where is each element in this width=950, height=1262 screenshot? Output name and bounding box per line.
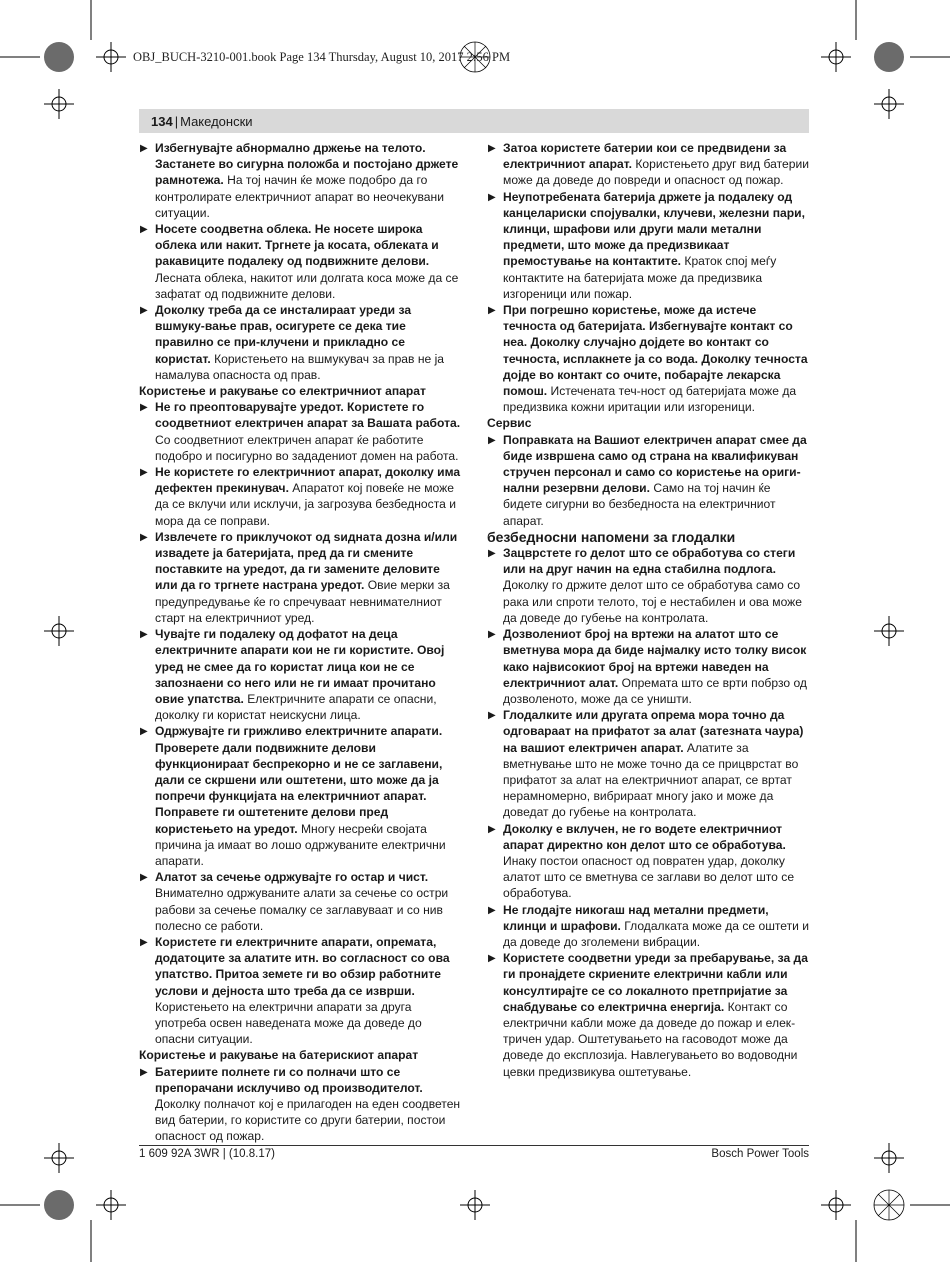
safety-instruction-item	[487, 140, 810, 189]
bullet-triangle-icon: ▶	[140, 467, 148, 479]
instruction-emphasis: Чувајте ги подалеку од дофатот на деца електричните апарати кои не ги користите. Овој уред не смее да го користат лица кои не се запознаени со него или не ги имаат прочитано овие упатства.	[155, 627, 445, 706]
instruction-emphasis: Зацврстете го делот што се обработува со стеги или на друг начин на една стабилна подлога.	[503, 546, 796, 577]
instruction-emphasis: Батериите полнете ги со полначи што се препорачани исклучиво од производителот.	[155, 1064, 423, 1095]
footer-rule	[139, 1145, 809, 1146]
bullet-triangle-icon: ▶	[140, 936, 148, 948]
instruction-explanation: Многу несреќи својата причина ја имаат во лошо одржуваните електрични апарати.	[155, 821, 446, 868]
instruction-explanation: Лесната облека, накитот или долгата коса може да се зафатат од подвижните делови.	[155, 270, 459, 301]
safety-instruction-item	[139, 934, 462, 1047]
instruction-explanation: Овие мерки за предупредување ќе го спречуваат невнимателниот старт на електричниот уред.	[155, 578, 450, 625]
instruction-explanation: Внимателно одржуваните алати за сечење со остри рабови за сечење помалку се заглавуваат и со нив полесно се работи.	[155, 886, 449, 933]
instruction-explanation: Користењето на вшмукувач за прав не ја намалува опасноста од прав.	[155, 351, 444, 382]
safety-instruction-item	[139, 140, 462, 221]
instruction-emphasis: Носете соодветна облека. Не носете широка облека или накит. Тргнете ја косата, облеката и ракавиците подалеку од подвижните делови.	[155, 222, 439, 269]
safety-instruction-item	[487, 902, 810, 951]
instruction-emphasis: Користете соодветни уреди за пребарување, за да ги пронајдете скриените електрични кабли или консултирајте се со локалното претпријатие за снабдување со електрична енергија.	[503, 951, 808, 1014]
instruction-explanation: Доколку полначот кој е прилагоден на еден соодветен вид батерии, го користите со други батерии, постои опасност од пожар.	[155, 1096, 461, 1144]
bullet-triangle-icon: ▶	[488, 191, 496, 203]
bullet-triangle-icon: ▶	[140, 1066, 148, 1078]
instruction-emphasis: Глодалките или другата опрема мора точно да одговараат на прифатот за алат (затезната чаура) на вашиот електричен апарат.	[503, 708, 804, 755]
bullet-triangle-icon: ▶	[140, 402, 148, 414]
instruction-explanation: Електричните апарати се опасни, доколку ги користат неискусни лица.	[155, 691, 437, 723]
left-column	[139, 140, 462, 1145]
instruction-explanation: Со соодветниот електричен апарат ќе работите подобро и посигурно во зададениот домен на работа.	[155, 432, 459, 463]
safety-instruction-item	[487, 189, 810, 302]
safety-instruction-item	[487, 302, 810, 415]
instruction-explanation: Глодалката може да се оштети и да доведе до зголемени вибрации.	[503, 918, 810, 949]
instruction-emphasis: При погрешно користење, може да истече течноста од батеријата. Избегнувајте контакт со неа. Доколку случајно дојдете во контакт со течноста, исплакнете ја со вода. Доколку течноста дојде во контакт со очите, побарајте лекарска помош.	[503, 303, 808, 399]
instruction-emphasis: Не користете го електричниот апарат, доколку има дефектен прекинувач.	[155, 465, 461, 496]
print-job-header: OBJ_BUCH-3210-001.book Page 134 Thursday, August 10, 2017 2:56 PM	[133, 50, 511, 64]
header-separator: |	[174, 113, 179, 129]
bullet-triangle-icon: ▶	[488, 904, 496, 916]
safety-instruction-item	[487, 545, 810, 626]
instruction-explanation: Апаратот кој повеќе не може да се вклучи или исклучи, ја загрозува безбедноста и мора да се поправи.	[155, 481, 456, 528]
bullet-triangle-icon: ▶	[488, 305, 496, 317]
bullet-triangle-icon: ▶	[140, 305, 148, 317]
page-header-bar	[139, 109, 809, 133]
bullet-triangle-icon: ▶	[140, 143, 148, 154]
safety-instruction-item	[487, 821, 810, 902]
instruction-explanation: Краток спој меѓу контактите на батеријата може да предизвика изгореници или пожар.	[503, 254, 777, 301]
instruction-emphasis: Доколку треба да се инсталираат уреди за вшмуку-вање прав, осигурете се дека тие правилно се при-клучени и прикладно се користат.	[155, 303, 412, 366]
section-heading: безбедносни напомени за глодалки	[487, 528, 736, 545]
instruction-explanation: Контакт со електрични кабли може да доведе до пожар и елек-тричен удар. Оштетувањето на гасоводот може да доведе до експлозија. Навлегувањето во водоводни цевки предизвикува оштетување.	[503, 999, 798, 1079]
subsection-heading: Користење и ракување на батерискиот апарат	[139, 1048, 419, 1063]
footer-brand: Bosch Power Tools	[711, 1148, 809, 1160]
instruction-explanation: Алатите за вметнување што не може точно да се прицврстат во прифатот за алат на електричниот апарат, се вртат нерамномерно, вибрираат многу јако и може да доведат до губење на контролата.	[503, 740, 799, 820]
safety-instruction-item	[139, 869, 462, 934]
instruction-explanation: Доколку го држите делот што се обработува само со рака или спроти телото, тој е нестабилен и ова може да доведе до губење на контролата.	[503, 578, 802, 625]
instruction-emphasis: Не го преоптоварувајте уредот. Користете го соодветниот електричен апарат за Вашата работа.	[155, 400, 461, 431]
instruction-emphasis: Извлечете го приклучокот од ѕидната дозна и/или извадете ја батеријата, пред да ги смените поставките на уредот, да ги замените деловите или да го тргнете настрана уредот.	[155, 529, 458, 593]
safety-instruction-item	[139, 399, 462, 464]
instruction-emphasis: Дозволениот број на вртежи на алатот што се вметнува мора да биде најмалку исто толку висок како највисокиот број на вртежи наведен на електричниот алат.	[503, 627, 807, 690]
instruction-explanation: Инаку постои опасност од повратен удар, доколку алатот што се вметнува се заглави во делот што се обработува.	[503, 853, 795, 901]
safety-instruction-item	[487, 950, 810, 1080]
instruction-explanation: На тој начин ќе може подобро да го контролирате електричниот апарат во неочекувани ситуации.	[155, 173, 444, 220]
bullet-triangle-icon: ▶	[488, 823, 496, 835]
safety-instruction-item	[487, 626, 810, 707]
footer-document-code: 1 609 92A 3WR | (10.8.17)	[139, 1148, 275, 1160]
bullet-triangle-icon: ▶	[140, 531, 148, 543]
bullet-triangle-icon: ▶	[488, 434, 496, 446]
page-number: 134	[151, 113, 173, 129]
bullet-triangle-icon: ▶	[488, 143, 496, 154]
safety-instruction-item	[139, 302, 462, 383]
safety-instruction-item	[139, 1064, 462, 1145]
safety-instruction-item	[139, 626, 462, 723]
bullet-triangle-icon: ▶	[140, 224, 148, 236]
instruction-explanation: Само на тој начин ќе бидете сигурни во безбедноста на електричниот апарат.	[503, 481, 776, 528]
bullet-triangle-icon: ▶	[488, 710, 496, 722]
instruction-emphasis: Избегнувајте абнормално држење на телото. Застанете во сигурна положба и постојано држете рамнотежа.	[155, 141, 459, 188]
instruction-explanation: Користењето на електрични апарати за друга употреба освен наведената може да доведе до опасни ситуации.	[155, 999, 422, 1047]
instruction-explanation: Користењето друг вид батерии може да доведе до повреди и опасност од пожар.	[503, 157, 809, 188]
instruction-emphasis: Поправката на Вашиот електричен апарат смее да биде извршена само од страна на квалификуван стручен персонал и само со користење на ориги-нални резервни делови.	[503, 432, 807, 496]
safety-instruction-item	[139, 723, 462, 869]
instruction-emphasis: Одржувајте ги грижливо електричните апарати. Проверете дали подвижните делови функционираат беспрекорно и не се заглавени, дали се скршени или оштетени, што може да ја попречи функцијата на електричниот апарат. Поправете ги оштетените делови пред користењето на уредот.	[155, 724, 443, 836]
subsection-heading: Користење и ракување со електричниот апарат	[139, 384, 426, 399]
bullet-triangle-icon: ▶	[488, 629, 496, 641]
instruction-emphasis: Неупотребената батерија држете ја подалеку од канцелариски спојувалки, клучеви, железни пари, клинци, шрафови или други мали метални предмети, што може да предизвикаат премостување на контактите.	[503, 189, 805, 269]
safety-instruction-item	[487, 432, 810, 529]
safety-instruction-item	[487, 707, 810, 820]
instruction-emphasis: Користете ги електричните апарати, опремата, додатоците за алатите итн. во согласност со ова упатство. Притоа земете ги во обзир работните услови и дејноста што треба да се изврши.	[155, 934, 450, 998]
instruction-emphasis: Не глодајте никогаш над метални предмети, клинци и шрафови.	[503, 902, 769, 933]
instruction-emphasis: Доколку е вклучен, не го водете електричниот апарат директно кон делот што се обработува.	[503, 821, 786, 852]
safety-instruction-item	[139, 464, 462, 529]
instruction-explanation: Опремата што се врти побрзо од дозволеното, може да се уништи.	[503, 675, 807, 706]
subsection-heading: Сервис	[487, 416, 532, 431]
right-column	[487, 140, 810, 1080]
instruction-emphasis: Затоа користете батерии кои се предвидени за електричниот апарат.	[503, 141, 787, 172]
bullet-triangle-icon: ▶	[488, 953, 496, 965]
bullet-triangle-icon: ▶	[140, 629, 148, 641]
bullet-triangle-icon: ▶	[140, 872, 148, 884]
safety-instruction-item	[139, 529, 462, 626]
bullet-triangle-icon: ▶	[140, 726, 148, 738]
instruction-explanation: Истечената теч-ност од батеријата може да предизвика кожни иритации или изгореници.	[503, 384, 797, 415]
bullet-triangle-icon: ▶	[488, 548, 496, 560]
safety-instruction-item	[139, 221, 462, 302]
instruction-emphasis: Алатот за сечење одржувајте го остар и чист.	[155, 870, 429, 885]
language-label: Македонски	[180, 113, 253, 129]
